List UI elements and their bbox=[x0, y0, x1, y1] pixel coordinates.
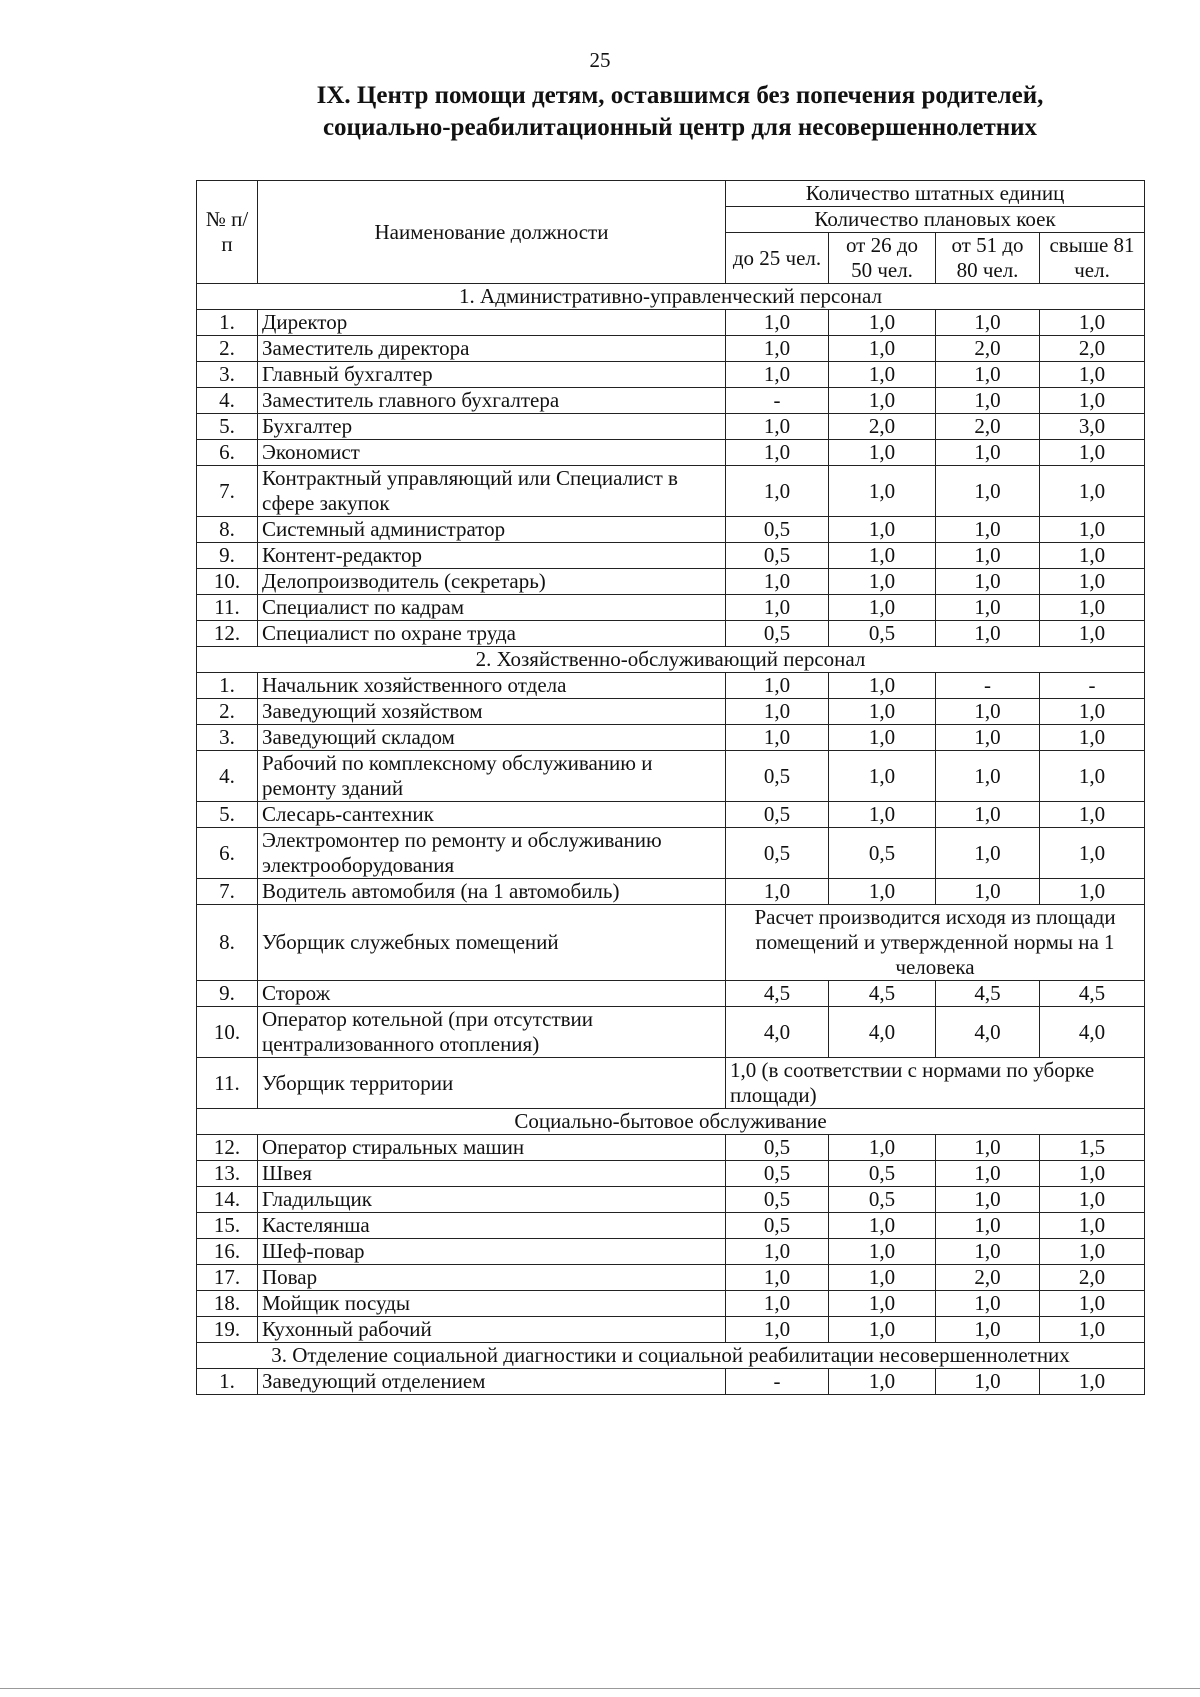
staff-count-col-1: 0,5 bbox=[726, 1213, 829, 1239]
section-title: Социально-бытовое обслуживание bbox=[197, 1109, 1145, 1135]
staff-count-col-2: 1,0 bbox=[829, 751, 936, 802]
table-row bbox=[197, 1213, 1145, 1239]
staff-count-col-4: 1,5 bbox=[1040, 1135, 1145, 1161]
staff-count-col-1: 0,5 bbox=[726, 828, 829, 879]
staff-count-col-1: 1,0 bbox=[726, 1239, 829, 1265]
position-name: Оператор котельной (при отсутствии централизованного отопления) bbox=[258, 1007, 726, 1058]
staff-count-col-2: 1,0 bbox=[829, 725, 936, 751]
page-number: 25 bbox=[589, 48, 611, 72]
staff-count-col-4: 1,0 bbox=[1040, 466, 1145, 517]
staff-count-col-2: 1,0 bbox=[829, 1265, 936, 1291]
staff-count-col-2: 0,5 bbox=[829, 1187, 936, 1213]
table-row bbox=[197, 466, 1145, 517]
staff-count-col-4: 1,0 bbox=[1040, 517, 1145, 543]
table-row bbox=[197, 1369, 1145, 1395]
staff-count-col-4: 1,0 bbox=[1040, 440, 1145, 466]
position-name: Уборщик территории bbox=[258, 1058, 726, 1109]
staff-count-col-2: 4,0 bbox=[829, 1007, 936, 1058]
table-row bbox=[197, 362, 1145, 388]
header-staff-units: Количество штатных единиц bbox=[726, 181, 1145, 207]
table-row bbox=[197, 621, 1145, 647]
staff-count-col-1: 1,0 bbox=[726, 595, 829, 621]
staff-count-col-3: 1,0 bbox=[936, 1135, 1040, 1161]
row-number: 1. bbox=[197, 1369, 258, 1395]
staff-count-col-4: 1,0 bbox=[1040, 1187, 1145, 1213]
staff-count-col-1: 1,0 bbox=[726, 310, 829, 336]
table-row bbox=[197, 569, 1145, 595]
staff-count-col-4: 1,0 bbox=[1040, 1291, 1145, 1317]
staff-count-col-4: 1,0 bbox=[1040, 388, 1145, 414]
table-row bbox=[197, 751, 1145, 802]
staff-count-col-4: 1,0 bbox=[1040, 879, 1145, 905]
position-name: Экономист bbox=[258, 440, 726, 466]
row-number: 11. bbox=[197, 1058, 258, 1109]
section-header-row bbox=[197, 1343, 1145, 1369]
staff-count-col-3: 2,0 bbox=[936, 336, 1040, 362]
staff-count-col-1: 1,0 bbox=[726, 699, 829, 725]
table-row bbox=[197, 1265, 1145, 1291]
table-row bbox=[197, 1058, 1145, 1109]
staff-count-col-3: 1,0 bbox=[936, 517, 1040, 543]
staff-count-col-1: 0,5 bbox=[726, 621, 829, 647]
merged-value: Расчет производится исходя из площади помещений и утвержденной нормы на 1 человека bbox=[726, 905, 1145, 981]
staff-count-col-4: 1,0 bbox=[1040, 1317, 1145, 1343]
row-number: 4. bbox=[197, 388, 258, 414]
staff-count-col-1: - bbox=[726, 1369, 829, 1395]
staff-count-col-4: 4,0 bbox=[1040, 1007, 1145, 1058]
position-name: Гладильщик bbox=[258, 1187, 726, 1213]
header-col-2: от 26 до 50 чел. bbox=[829, 233, 936, 284]
position-name: Системный администратор bbox=[258, 517, 726, 543]
position-name: Сторож bbox=[258, 981, 726, 1007]
table-row bbox=[197, 1135, 1145, 1161]
staff-count-col-2: 1,0 bbox=[829, 440, 936, 466]
staff-count-col-4: 1,0 bbox=[1040, 595, 1145, 621]
table-row bbox=[197, 1317, 1145, 1343]
position-name: Мойщик посуды bbox=[258, 1291, 726, 1317]
staff-count-col-4: 1,0 bbox=[1040, 1239, 1145, 1265]
staff-count-col-3: - bbox=[936, 673, 1040, 699]
staff-count-col-2: 1,0 bbox=[829, 1239, 936, 1265]
table-row bbox=[197, 1007, 1145, 1058]
staff-count-col-2: 2,0 bbox=[829, 414, 936, 440]
staff-count-col-3: 1,0 bbox=[936, 725, 1040, 751]
row-number: 7. bbox=[197, 879, 258, 905]
staff-count-col-3: 1,0 bbox=[936, 595, 1040, 621]
staff-count-col-2: 1,0 bbox=[829, 466, 936, 517]
position-name: Главный бухгалтер bbox=[258, 362, 726, 388]
staff-count-col-2: 1,0 bbox=[829, 336, 936, 362]
staff-count-col-3: 1,0 bbox=[936, 802, 1040, 828]
position-name: Заведующий складом bbox=[258, 725, 726, 751]
row-number: 14. bbox=[197, 1187, 258, 1213]
position-name: Заведующий хозяйством bbox=[258, 699, 726, 725]
staff-count-col-3: 1,0 bbox=[936, 1369, 1040, 1395]
row-number: 9. bbox=[197, 981, 258, 1007]
staff-count-col-3: 1,0 bbox=[936, 828, 1040, 879]
staff-count-col-4: 1,0 bbox=[1040, 802, 1145, 828]
header-position-name: Наименование должности bbox=[258, 181, 726, 284]
staff-count-col-1: 1,0 bbox=[726, 336, 829, 362]
table-header bbox=[197, 181, 1145, 284]
table-row bbox=[197, 802, 1145, 828]
row-number: 10. bbox=[197, 1007, 258, 1058]
staff-count-col-2: 1,0 bbox=[829, 543, 936, 569]
section-title: 2. Хозяйственно-обслуживающий персонал bbox=[197, 647, 1145, 673]
staff-count-col-3: 1,0 bbox=[936, 569, 1040, 595]
row-number: 8. bbox=[197, 905, 258, 981]
staff-count-col-3: 1,0 bbox=[936, 310, 1040, 336]
staff-count-col-3: 1,0 bbox=[936, 440, 1040, 466]
position-name: Водитель автомобиля (на 1 автомобиль) bbox=[258, 879, 726, 905]
staff-count-col-3: 1,0 bbox=[936, 1291, 1040, 1317]
staff-count-col-3: 1,0 bbox=[936, 699, 1040, 725]
staff-count-col-1: 1,0 bbox=[726, 673, 829, 699]
staff-count-col-2: 1,0 bbox=[829, 673, 936, 699]
staff-count-col-1: 0,5 bbox=[726, 543, 829, 569]
position-name: Заместитель главного бухгалтера bbox=[258, 388, 726, 414]
staff-count-col-4: 4,5 bbox=[1040, 981, 1145, 1007]
row-number: 2. bbox=[197, 699, 258, 725]
row-number: 6. bbox=[197, 828, 258, 879]
table-row bbox=[197, 1187, 1145, 1213]
page-edge-line bbox=[0, 1688, 1200, 1689]
row-number: 12. bbox=[197, 621, 258, 647]
table-row bbox=[197, 336, 1145, 362]
staff-count-col-4: - bbox=[1040, 673, 1145, 699]
header-num: № п/п bbox=[197, 181, 258, 284]
staff-count-col-4: 1,0 bbox=[1040, 725, 1145, 751]
position-name: Контент-редактор bbox=[258, 543, 726, 569]
row-number: 16. bbox=[197, 1239, 258, 1265]
staff-count-col-1: 0,5 bbox=[726, 751, 829, 802]
staff-count-col-2: 1,0 bbox=[829, 388, 936, 414]
row-number: 4. bbox=[197, 751, 258, 802]
staff-count-col-4: 1,0 bbox=[1040, 699, 1145, 725]
staff-count-col-1: - bbox=[726, 388, 829, 414]
table-row bbox=[197, 517, 1145, 543]
header-col-4: свыше 81 чел. bbox=[1040, 233, 1145, 284]
staff-count-col-2: 0,5 bbox=[829, 1161, 936, 1187]
staff-count-col-4: 1,0 bbox=[1040, 751, 1145, 802]
staff-count-col-2: 1,0 bbox=[829, 1317, 936, 1343]
position-name: Электромонтер по ремонту и обслуживанию электрооборудования bbox=[258, 828, 726, 879]
staff-count-col-3: 1,0 bbox=[936, 621, 1040, 647]
staff-count-col-2: 1,0 bbox=[829, 362, 936, 388]
position-name: Кастелянша bbox=[258, 1213, 726, 1239]
table-row bbox=[197, 1239, 1145, 1265]
row-number: 13. bbox=[197, 1161, 258, 1187]
title-line-1: IX. Центр помощи детям, оставшимся без попечения родителей, bbox=[316, 82, 1044, 109]
staffing-table bbox=[196, 180, 1145, 1395]
position-name: Заместитель директора bbox=[258, 336, 726, 362]
row-number: 1. bbox=[197, 673, 258, 699]
staff-count-col-1: 1,0 bbox=[726, 362, 829, 388]
position-name: Делопроизводитель (секретарь) bbox=[258, 569, 726, 595]
staff-count-col-3: 2,0 bbox=[936, 414, 1040, 440]
staff-count-col-4: 2,0 bbox=[1040, 336, 1145, 362]
row-number: 8. bbox=[197, 517, 258, 543]
staff-count-col-4: 1,0 bbox=[1040, 543, 1145, 569]
position-name: Контрактный управляющий или Специалист в сфере закупок bbox=[258, 466, 726, 517]
row-number: 17. bbox=[197, 1265, 258, 1291]
table-body bbox=[197, 284, 1145, 1395]
staff-count-col-1: 1,0 bbox=[726, 569, 829, 595]
staff-count-col-2: 1,0 bbox=[829, 1369, 936, 1395]
staff-count-col-4: 3,0 bbox=[1040, 414, 1145, 440]
merged-value: 1,0 (в соответствии с нормами по уборке площади) bbox=[726, 1058, 1145, 1109]
header-planned-beds: Количество плановых коек bbox=[726, 207, 1145, 233]
staff-count-col-3: 1,0 bbox=[936, 466, 1040, 517]
position-name: Рабочий по комплексному обслуживанию и ремонту зданий bbox=[258, 751, 726, 802]
staff-count-col-3: 4,5 bbox=[936, 981, 1040, 1007]
table-row bbox=[197, 725, 1145, 751]
row-number: 18. bbox=[197, 1291, 258, 1317]
table-row bbox=[197, 1291, 1145, 1317]
staff-count-col-4: 1,0 bbox=[1040, 1213, 1145, 1239]
staff-count-col-2: 4,5 bbox=[829, 981, 936, 1007]
staff-count-col-2: 1,0 bbox=[829, 310, 936, 336]
staff-count-col-3: 2,0 bbox=[936, 1265, 1040, 1291]
staff-count-col-2: 1,0 bbox=[829, 569, 936, 595]
staff-count-col-3: 4,0 bbox=[936, 1007, 1040, 1058]
table-row bbox=[197, 543, 1145, 569]
staff-count-col-3: 1,0 bbox=[936, 751, 1040, 802]
staff-count-col-3: 1,0 bbox=[936, 543, 1040, 569]
staff-count-col-1: 0,5 bbox=[726, 1135, 829, 1161]
staff-count-col-1: 0,5 bbox=[726, 1161, 829, 1187]
staff-count-col-2: 1,0 bbox=[829, 517, 936, 543]
staff-count-col-2: 1,0 bbox=[829, 879, 936, 905]
position-name: Специалист по кадрам bbox=[258, 595, 726, 621]
staff-count-col-3: 1,0 bbox=[936, 1161, 1040, 1187]
table-row bbox=[197, 828, 1145, 879]
section-title: 3. Отделение социальной диагностики и социальной реабилитации несовершеннолетних bbox=[197, 1343, 1145, 1369]
staff-count-col-3: 1,0 bbox=[936, 388, 1040, 414]
staff-count-col-3: 1,0 bbox=[936, 1239, 1040, 1265]
document-title bbox=[200, 80, 1160, 144]
position-name: Швея bbox=[258, 1161, 726, 1187]
staff-count-col-4: 1,0 bbox=[1040, 828, 1145, 879]
row-number: 6. bbox=[197, 440, 258, 466]
table-row bbox=[197, 699, 1145, 725]
staff-count-col-2: 1,0 bbox=[829, 595, 936, 621]
row-number: 11. bbox=[197, 595, 258, 621]
staff-count-col-4: 1,0 bbox=[1040, 1369, 1145, 1395]
position-name: Кухонный рабочий bbox=[258, 1317, 726, 1343]
row-number: 15. bbox=[197, 1213, 258, 1239]
staff-count-col-4: 1,0 bbox=[1040, 310, 1145, 336]
staff-count-col-2: 1,0 bbox=[829, 699, 936, 725]
staff-count-col-1: 1,0 bbox=[726, 1317, 829, 1343]
staff-count-col-1: 4,5 bbox=[726, 981, 829, 1007]
staff-count-col-2: 1,0 bbox=[829, 802, 936, 828]
row-number: 12. bbox=[197, 1135, 258, 1161]
table-row bbox=[197, 310, 1145, 336]
row-number: 7. bbox=[197, 466, 258, 517]
staff-count-col-4: 2,0 bbox=[1040, 1265, 1145, 1291]
table-row bbox=[197, 879, 1145, 905]
staff-count-col-2: 1,0 bbox=[829, 1135, 936, 1161]
row-number: 3. bbox=[197, 725, 258, 751]
staff-count-col-1: 0,5 bbox=[726, 1187, 829, 1213]
staff-count-col-1: 0,5 bbox=[726, 517, 829, 543]
table-row bbox=[197, 440, 1145, 466]
row-number: 3. bbox=[197, 362, 258, 388]
staff-count-col-1: 4,0 bbox=[726, 1007, 829, 1058]
position-name: Бухгалтер bbox=[258, 414, 726, 440]
position-name: Уборщик служебных помещений bbox=[258, 905, 726, 981]
staff-count-col-1: 1,0 bbox=[726, 466, 829, 517]
staff-count-col-3: 1,0 bbox=[936, 1317, 1040, 1343]
staff-count-col-4: 1,0 bbox=[1040, 569, 1145, 595]
staff-count-col-3: 1,0 bbox=[936, 879, 1040, 905]
table-row bbox=[197, 981, 1145, 1007]
header-col-3: от 51 до 80 чел. bbox=[936, 233, 1040, 284]
row-number: 5. bbox=[197, 802, 258, 828]
staff-count-col-1: 0,5 bbox=[726, 802, 829, 828]
section-header-row bbox=[197, 1109, 1145, 1135]
row-number: 19. bbox=[197, 1317, 258, 1343]
position-name: Оператор стиральных машин bbox=[258, 1135, 726, 1161]
staff-count-col-2: 1,0 bbox=[829, 1213, 936, 1239]
staff-count-col-3: 1,0 bbox=[936, 1187, 1040, 1213]
staff-count-col-3: 1,0 bbox=[936, 1213, 1040, 1239]
staff-count-col-4: 1,0 bbox=[1040, 621, 1145, 647]
title-line-2: социально-реабилитационный центр для несовершеннолетних bbox=[322, 114, 1038, 141]
table-row bbox=[197, 595, 1145, 621]
staff-count-col-3: 1,0 bbox=[936, 362, 1040, 388]
position-name: Заведующий отделением bbox=[258, 1369, 726, 1395]
staff-count-col-1: 1,0 bbox=[726, 414, 829, 440]
section-header-row bbox=[197, 284, 1145, 310]
table-row bbox=[197, 388, 1145, 414]
staff-count-col-4: 1,0 bbox=[1040, 1161, 1145, 1187]
staff-count-col-1: 1,0 bbox=[726, 1291, 829, 1317]
row-number: 9. bbox=[197, 543, 258, 569]
header-col-1: до 25 чел. bbox=[726, 233, 829, 284]
position-name: Слесарь-сантехник bbox=[258, 802, 726, 828]
row-number: 2. bbox=[197, 336, 258, 362]
position-name: Начальник хозяйственного отдела bbox=[258, 673, 726, 699]
position-name: Специалист по охране труда bbox=[258, 621, 726, 647]
table-row bbox=[197, 673, 1145, 699]
row-number: 5. bbox=[197, 414, 258, 440]
staff-count-col-1: 1,0 bbox=[726, 440, 829, 466]
table-row bbox=[197, 1161, 1145, 1187]
table-row bbox=[197, 414, 1145, 440]
row-number: 10. bbox=[197, 569, 258, 595]
staff-count-col-1: 1,0 bbox=[726, 1265, 829, 1291]
staff-count-col-2: 0,5 bbox=[829, 621, 936, 647]
position-name: Директор bbox=[258, 310, 726, 336]
staff-count-col-2: 1,0 bbox=[829, 1291, 936, 1317]
staff-count-col-4: 1,0 bbox=[1040, 362, 1145, 388]
table-row bbox=[197, 905, 1145, 981]
staff-count-col-2: 0,5 bbox=[829, 828, 936, 879]
staff-count-col-1: 1,0 bbox=[726, 725, 829, 751]
position-name: Шеф-повар bbox=[258, 1239, 726, 1265]
section-header-row bbox=[197, 647, 1145, 673]
section-title: 1. Административно-управленческий персонал bbox=[197, 284, 1145, 310]
row-number: 1. bbox=[197, 310, 258, 336]
staff-count-col-1: 1,0 bbox=[726, 879, 829, 905]
position-name: Повар bbox=[258, 1265, 726, 1291]
